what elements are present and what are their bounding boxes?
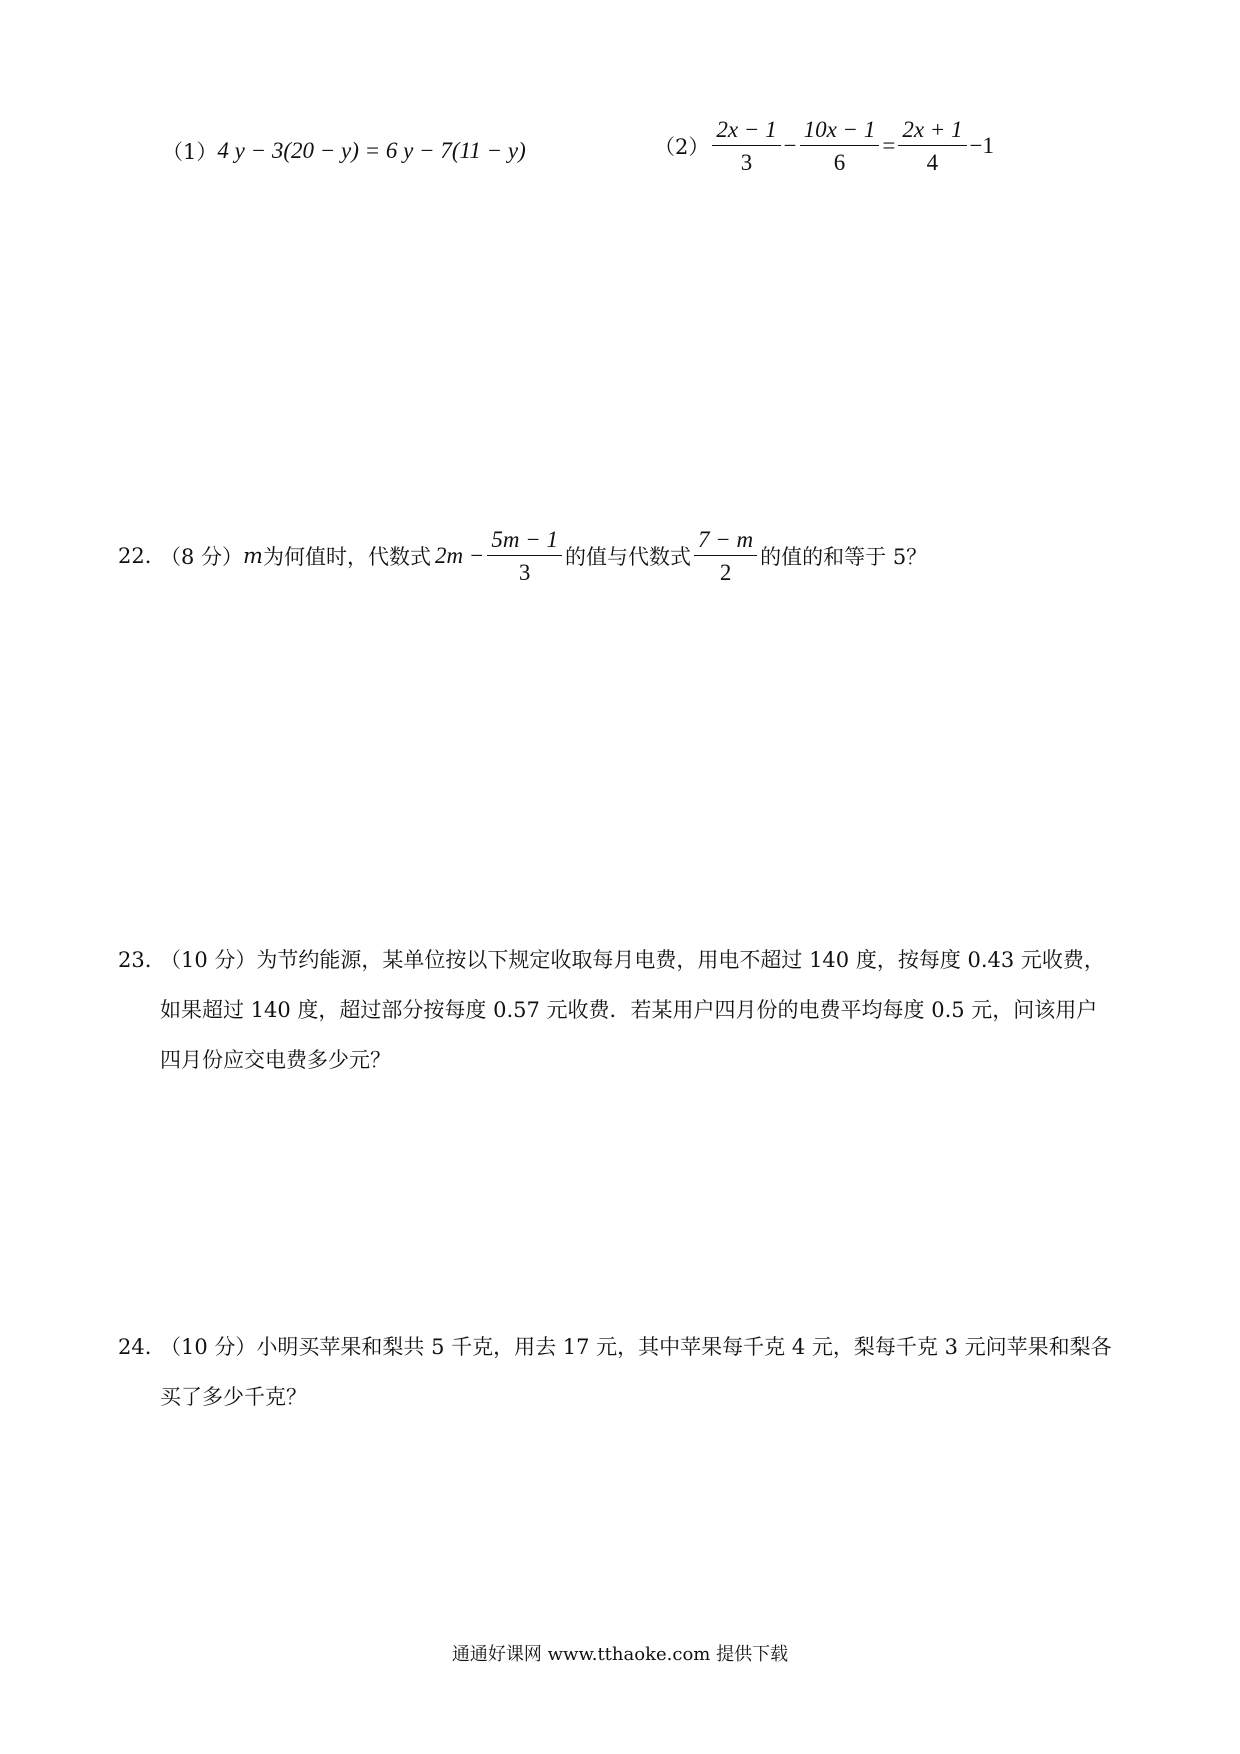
variable-m: m [243, 544, 263, 568]
question-number: 22. [118, 544, 152, 568]
question-23 [118, 935, 1105, 1085]
question-number: 24. [118, 1335, 152, 1359]
equation-1-label: （1） [162, 140, 218, 164]
equation-2 [654, 118, 994, 174]
fraction-numerator: 2x − 1 [712, 118, 780, 146]
question-line [118, 1322, 1112, 1372]
question-line [118, 935, 1105, 985]
equation-1-expr: 4 y − 3(20 − y) = 6 y − 7(11 − y) [217, 138, 526, 163]
question-text: 的值与代数式 [565, 545, 691, 569]
operator-equals: = [882, 133, 896, 158]
equation-2-fraction-2 [800, 118, 880, 174]
footer-text: 通通好课网 www.tthaoke.com 提供下载 [451, 1644, 789, 1665]
equation-2-tail: −1 [969, 133, 995, 158]
question-text: （10 分）为节约能源，某单位按以下规定收取每月电费，用电不超过 140 度，按每度 0.43 元收费， [160, 948, 1105, 972]
fraction-denominator: 6 [833, 150, 846, 175]
expression-a: 2m − [434, 543, 485, 568]
question-text: 的值的和等于 5？ [760, 545, 928, 569]
question-line: 买了多少千克？ [160, 1385, 307, 1409]
fraction-denominator: 2 [719, 560, 732, 585]
fraction-a [487, 528, 562, 584]
fraction-b [694, 528, 757, 584]
question-score: （8 分） [160, 545, 244, 569]
question-number: 23. [118, 948, 152, 972]
fraction-denominator: 3 [518, 560, 531, 585]
equation-2-fraction-1 [712, 118, 780, 174]
equation-2-fraction-3 [898, 118, 966, 174]
question-22 [118, 528, 927, 584]
fraction-numerator: 2x + 1 [898, 118, 966, 146]
question-text: 为何值时，代数式 [262, 545, 431, 569]
equation-1 [162, 136, 526, 166]
question-line: 如果超过 140 度，超过部分按每度 0.57 元收费．若某用户四月份的电费平均每度 0.5 元，问该用户 [160, 998, 1098, 1022]
equation-2-label: （2） [654, 135, 710, 159]
question-line: 四月份应交电费多少元？ [160, 1048, 391, 1072]
question-24 [118, 1322, 1112, 1422]
question-text: （10 分）小明买苹果和梨共 5 千克，用去 17 元，其中苹果每千克 4 元，梨每千克 3 元问苹果和梨各 [160, 1335, 1112, 1359]
operator-minus: − [783, 133, 797, 158]
fraction-numerator: 7 − m [694, 528, 757, 556]
fraction-numerator: 10x − 1 [800, 118, 880, 146]
fraction-numerator: 5m − 1 [487, 528, 562, 556]
fraction-denominator: 3 [740, 150, 753, 175]
fraction-denominator: 4 [926, 150, 939, 175]
